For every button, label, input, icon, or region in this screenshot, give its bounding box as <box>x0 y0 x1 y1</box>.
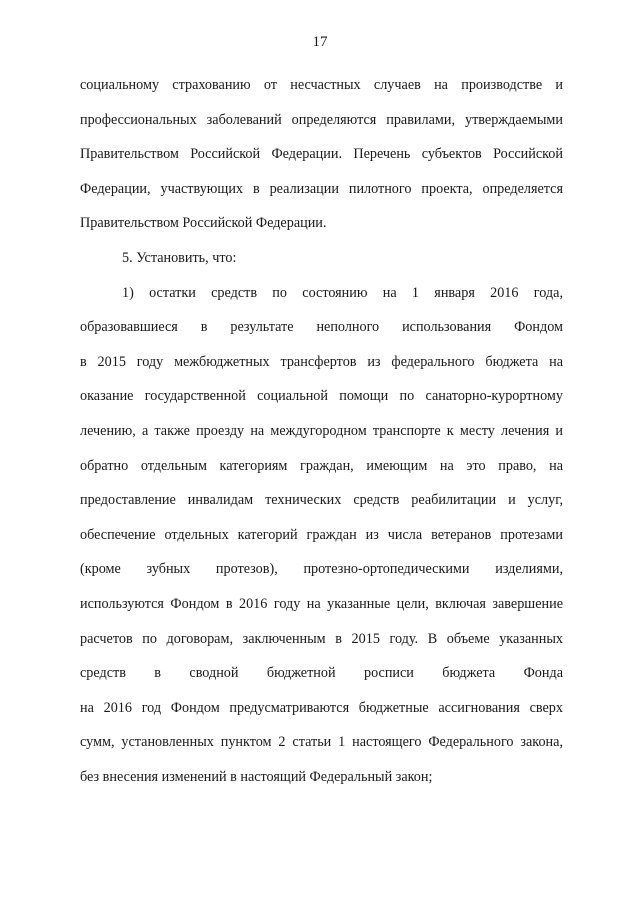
page-number: 17 <box>312 34 328 50</box>
paragraph-item-5 <box>80 241 563 276</box>
text-line: сумм, установленных пунктом 2 статьи 1 настоящего Федерального закона, <box>80 734 563 751</box>
text-line: лечению, а также проезду на междугородном транспорте к месту лечения и <box>80 422 563 439</box>
text-line: используются Фондом в 2016 году на указанные цели, включая завершение <box>80 595 563 612</box>
text-line: расчетов по договорам, заключенным в 2015 году. В объеме указанных <box>80 630 563 647</box>
text-line: оказание государственной социальной помощи по санаторно-курортному <box>80 388 563 405</box>
text-line: Федерации, участвующих в реализации пилотного проекта, определяется <box>80 180 563 197</box>
paragraph-subitem-1 <box>80 276 563 795</box>
text-line: обратно отдельным категориям граждан, имеющим на это право, на <box>80 457 563 474</box>
text-line: 1) остатки средств по состоянию на 1 января 2016 года, <box>122 284 563 301</box>
text-line: 5. Установить, что: <box>122 249 237 266</box>
text-line: средств в сводной бюджетной росписи бюджета Фонда <box>80 665 563 682</box>
text-line: на 2016 год Фондом предусматриваются бюджетные ассигнования сверх <box>80 699 563 716</box>
text-line: предоставление инвалидам технических средств реабилитации и услуг, <box>80 492 563 509</box>
paragraph-continuation <box>80 68 563 241</box>
document-body <box>80 68 563 794</box>
text-line: в 2015 году межбюджетных трансфертов из федерального бюджета на <box>80 353 563 370</box>
text-line: Правительством Российской Федерации. <box>80 215 327 232</box>
text-line: (кроме зубных протезов), протезно-ортопедическими изделиями, <box>80 561 563 578</box>
text-line: Правительством Российской Федерации. Перечень субъектов Российской <box>80 146 563 163</box>
text-line: социальному страхованию от несчастных случаев на производстве и <box>80 77 563 93</box>
text-line: образовавшиеся в результате неполного использования Фондом <box>80 319 563 336</box>
text-line: профессиональных заболеваний определяются правилами, утверждаемыми <box>80 111 563 128</box>
text-line: обеспечение отдельных категорий граждан из числа ветеранов протезами <box>80 526 563 543</box>
text-line: без внесения изменений в настоящий Федеральный закон; <box>80 768 433 785</box>
